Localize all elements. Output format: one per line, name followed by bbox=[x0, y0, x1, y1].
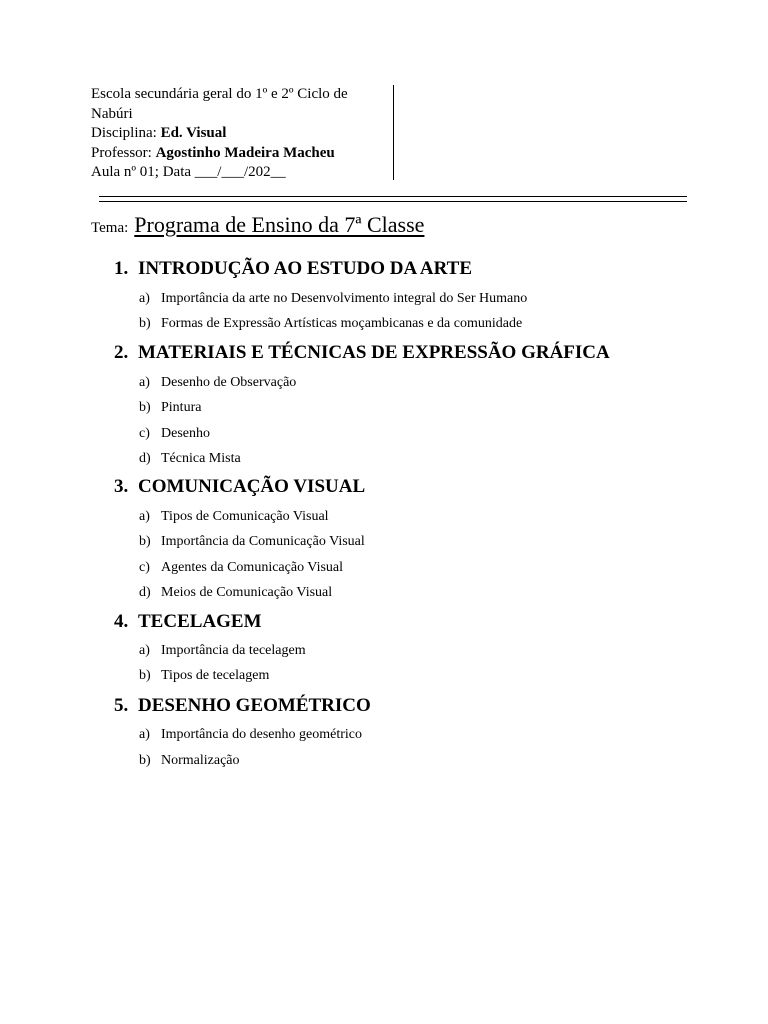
tema-line bbox=[91, 212, 424, 238]
item-text: Pintura bbox=[161, 400, 202, 415]
item-letter: d) bbox=[139, 451, 151, 466]
item-text: Agentes da Comunicação Visual bbox=[161, 560, 344, 575]
item-text: Importância da tecelagem bbox=[161, 643, 306, 658]
teacher-label: Professor: bbox=[91, 144, 156, 161]
section-title: DESENHO GEOMÉTRICO bbox=[138, 695, 371, 716]
list-item bbox=[139, 667, 269, 685]
list-item bbox=[139, 508, 329, 526]
item-letter: b) bbox=[139, 668, 151, 683]
discipline-label: Disciplina: bbox=[91, 125, 161, 141]
section-heading bbox=[114, 342, 610, 364]
list-item bbox=[139, 399, 201, 417]
item-letter: c) bbox=[139, 560, 150, 575]
item-text: Técnica Mista bbox=[161, 451, 241, 466]
school-name-line1: Escola secundária geral do 1º e 2º Ciclo de bbox=[91, 86, 348, 102]
section-heading bbox=[114, 611, 262, 633]
item-text: Importância do desenho geométrico bbox=[161, 727, 362, 742]
item-text: Desenho bbox=[161, 426, 210, 441]
list-item bbox=[139, 533, 365, 551]
discipline-line bbox=[91, 124, 393, 144]
list-item bbox=[139, 642, 306, 660]
item-letter: b) bbox=[139, 534, 151, 549]
tema-label: Tema: bbox=[91, 220, 129, 236]
list-item bbox=[139, 726, 362, 744]
item-letter: a) bbox=[139, 291, 150, 306]
item-letter: b) bbox=[139, 316, 151, 331]
header-block bbox=[91, 85, 394, 180]
item-text: Normalização bbox=[161, 753, 240, 768]
item-text: Formas de Expressão Artísticas moçambicanas e da comunidade bbox=[161, 316, 523, 331]
item-letter: c) bbox=[139, 426, 150, 441]
item-letter: a) bbox=[139, 375, 150, 390]
item-letter: b) bbox=[139, 400, 151, 415]
list-item bbox=[139, 290, 527, 308]
item-letter: a) bbox=[139, 509, 150, 524]
tema-title: Programa de Ensino da 7ª Classe bbox=[134, 212, 425, 237]
item-text: Importância da arte no Desenvolvimento integral do Ser Humano bbox=[161, 291, 528, 306]
item-text: Tipos de tecelagem bbox=[161, 668, 270, 683]
list-item bbox=[139, 425, 210, 443]
teacher-value: Agostinho Madeira Macheu bbox=[155, 144, 335, 161]
section-number: 3. bbox=[114, 476, 129, 497]
section-number: 4. bbox=[114, 611, 129, 632]
section-title: COMUNICAÇÃO VISUAL bbox=[138, 476, 366, 497]
section-heading bbox=[114, 258, 472, 280]
section-heading bbox=[114, 476, 365, 498]
item-letter: a) bbox=[139, 727, 150, 742]
item-letter: b) bbox=[139, 753, 151, 768]
discipline-value: Ed. Visual bbox=[160, 125, 227, 141]
item-text: Tipos de Comunicação Visual bbox=[161, 509, 329, 524]
section-number: 1. bbox=[114, 258, 129, 279]
section-title: MATERIAIS E TÉCNICAS DE EXPRESSÃO GRÁFICA bbox=[138, 342, 610, 363]
list-item bbox=[139, 559, 343, 577]
section-heading bbox=[114, 695, 371, 717]
teacher-line bbox=[91, 144, 393, 164]
section-title: INTRODUÇÃO AO ESTUDO DA ARTE bbox=[138, 258, 473, 279]
list-item bbox=[139, 584, 332, 602]
header-divider bbox=[99, 196, 687, 202]
list-item bbox=[139, 752, 240, 770]
list-item bbox=[139, 374, 296, 392]
section-number: 2. bbox=[114, 342, 129, 363]
item-letter: d) bbox=[139, 585, 151, 600]
item-letter: a) bbox=[139, 643, 150, 658]
list-item bbox=[139, 315, 522, 333]
item-text: Importância da Comunicação Visual bbox=[161, 534, 365, 549]
item-text: Desenho de Observação bbox=[161, 375, 297, 390]
section-title: TECELAGEM bbox=[138, 611, 262, 632]
item-text: Meios de Comunicação Visual bbox=[161, 585, 333, 600]
section-number: 5. bbox=[114, 695, 129, 716]
school-name-line2: Nabúri bbox=[91, 105, 133, 122]
lesson-date-line: Aula nº 01; Data ___/___/202__ bbox=[91, 164, 286, 180]
list-item bbox=[139, 450, 241, 468]
